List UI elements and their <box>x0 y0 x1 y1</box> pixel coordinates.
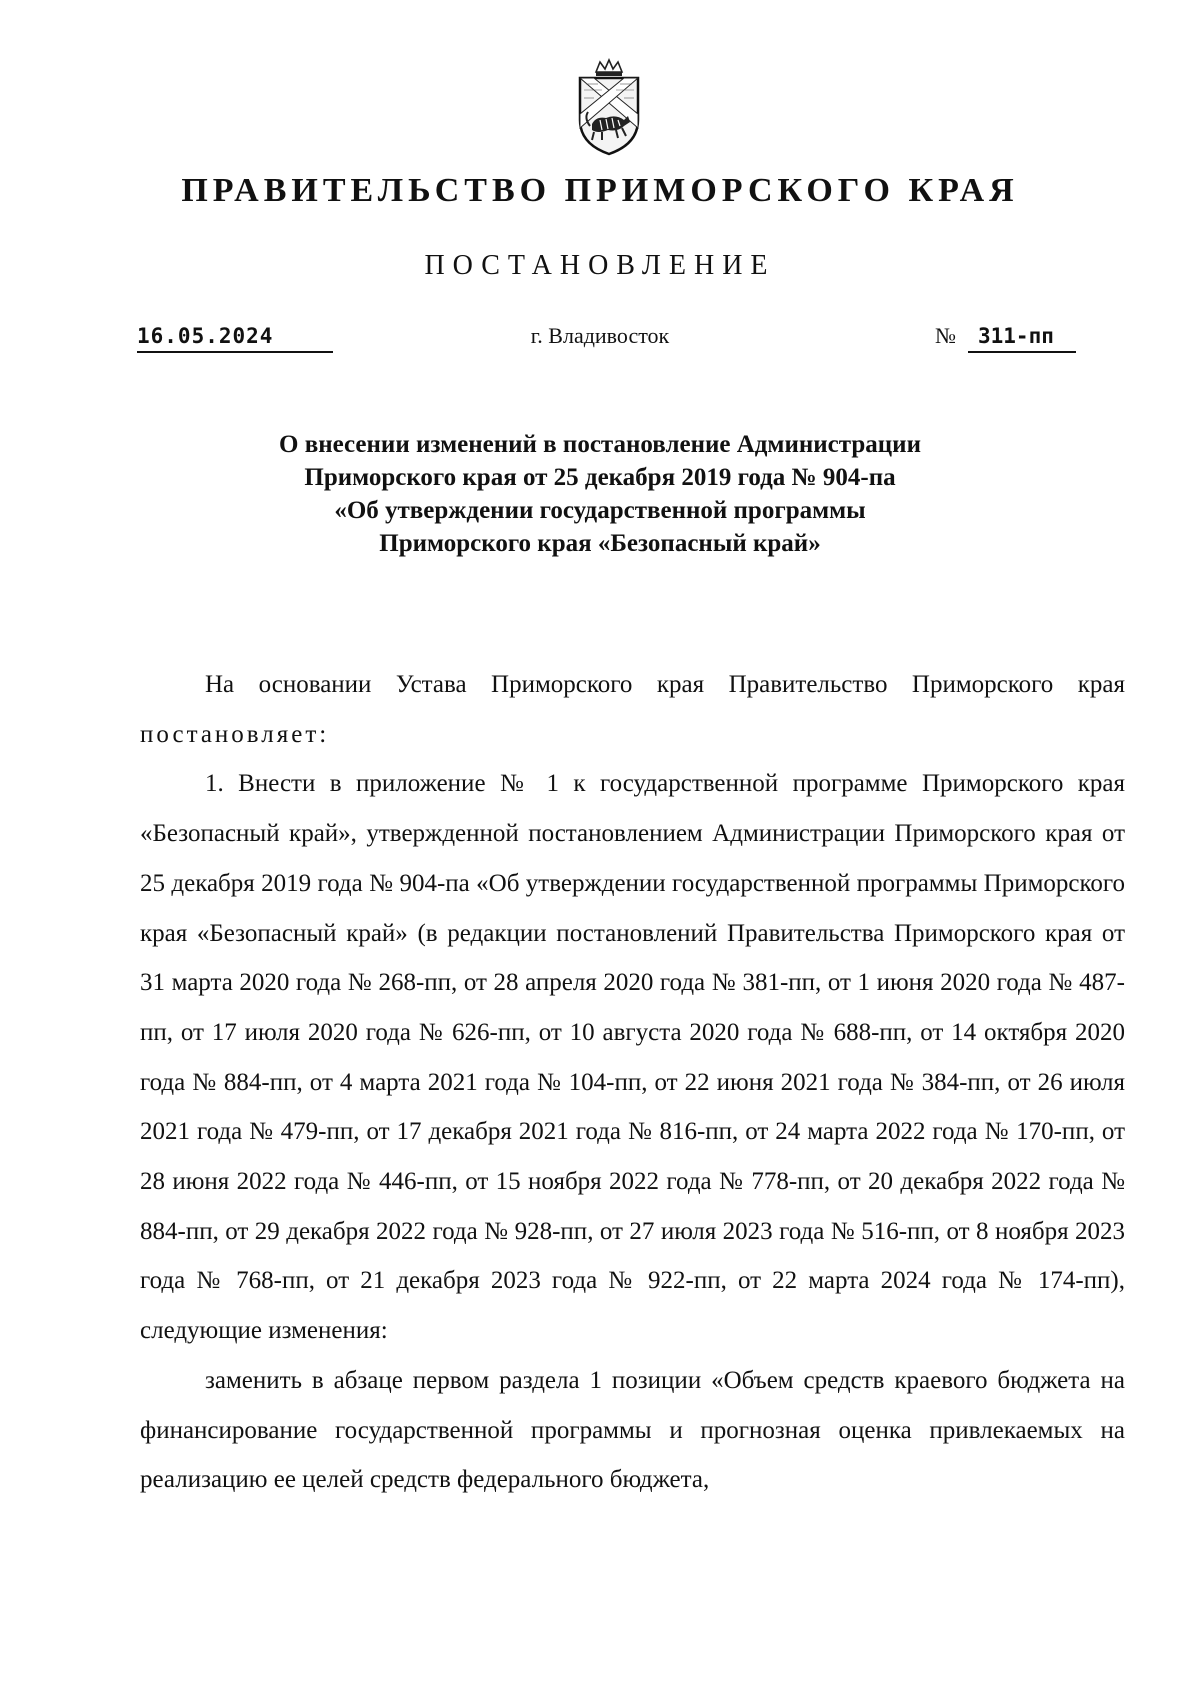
subject-line: Приморского края от 25 декабря 2019 года № 904-па <box>304 464 896 491</box>
item-1-paragraph: 1. Внести в приложение № 1 к государственной программе Приморского края «Безопасный край», утвержденной постановлением Администрации Приморского края от 25 декабря 2019 года № 904-па «Об утверждении государственной программы Приморского края «Безопасный край» (в редакции постановлений Правительства Приморского края от 31 марта 2020 года № 268-пп, от 28 апреля 2020 года № 381-пп, от 1 июня 2020 года № 487-пп, от 17 июля 2020 года № 626-пп, от 10 августа 2020 года № 688-пп, от 14 октября 2020 года № 884-пп, от 4 марта 2021 года № 104-пп, от 22 июня 2021 года № 384-пп, от 26 июля 2021 года № 479-пп, от 17 декабря 2021 года № 816-пп, от 24 марта 2022 года № 170-пп, от 28 июня 2022 года № 446-пп, от 15 ноября 2022 года № 778-пп, от 20 декабря 2022 года № 884-пп, от 29 декабря 2022 года № 928-пп, от 27 июля 2023 года № 516-пп, от 8 ноября 2023 года № 768-пп, от 21 декабря 2023 года № 922-пп, от 22 марта 2024 года № 174-пп), следующие изменения: <box>140 770 1125 1345</box>
document-body <box>140 660 1125 1505</box>
document-date: 16.05.2024 <box>137 323 333 353</box>
coat-of-arms-icon <box>574 58 644 158</box>
preamble-text: На основании Устава Приморского края Правительство Приморского края <box>205 671 1125 698</box>
government-title: ПРАВИТЕЛЬСТВО ПРИМОРСКОГО КРАЯ <box>181 172 1019 209</box>
document-subject <box>0 428 1200 560</box>
document-city: г. Владивосток <box>530 323 670 348</box>
document-kind: ПОСТАНОВЛЕНИЕ <box>424 250 776 281</box>
document-number: 311-пп <box>968 323 1076 353</box>
preamble-verb: постановляет: <box>140 720 330 748</box>
subject-line: О внесении изменений в постановление Администрации <box>279 431 921 458</box>
preamble-paragraph <box>140 660 1125 759</box>
subject-line: Приморского края «Безопасный край» <box>379 530 821 557</box>
document-number-label: № <box>935 323 956 348</box>
subject-line: «Об утверждении государственной программы <box>334 497 866 524</box>
item-1-subparagraph: заменить в абзаце первом раздела 1 позиции «Объем средств краевого бюджета на финансирование государственной программы и прогнозная оценка привлекаемых на реализацию ее целей средств федерального бюджета, <box>140 1366 1125 1494</box>
